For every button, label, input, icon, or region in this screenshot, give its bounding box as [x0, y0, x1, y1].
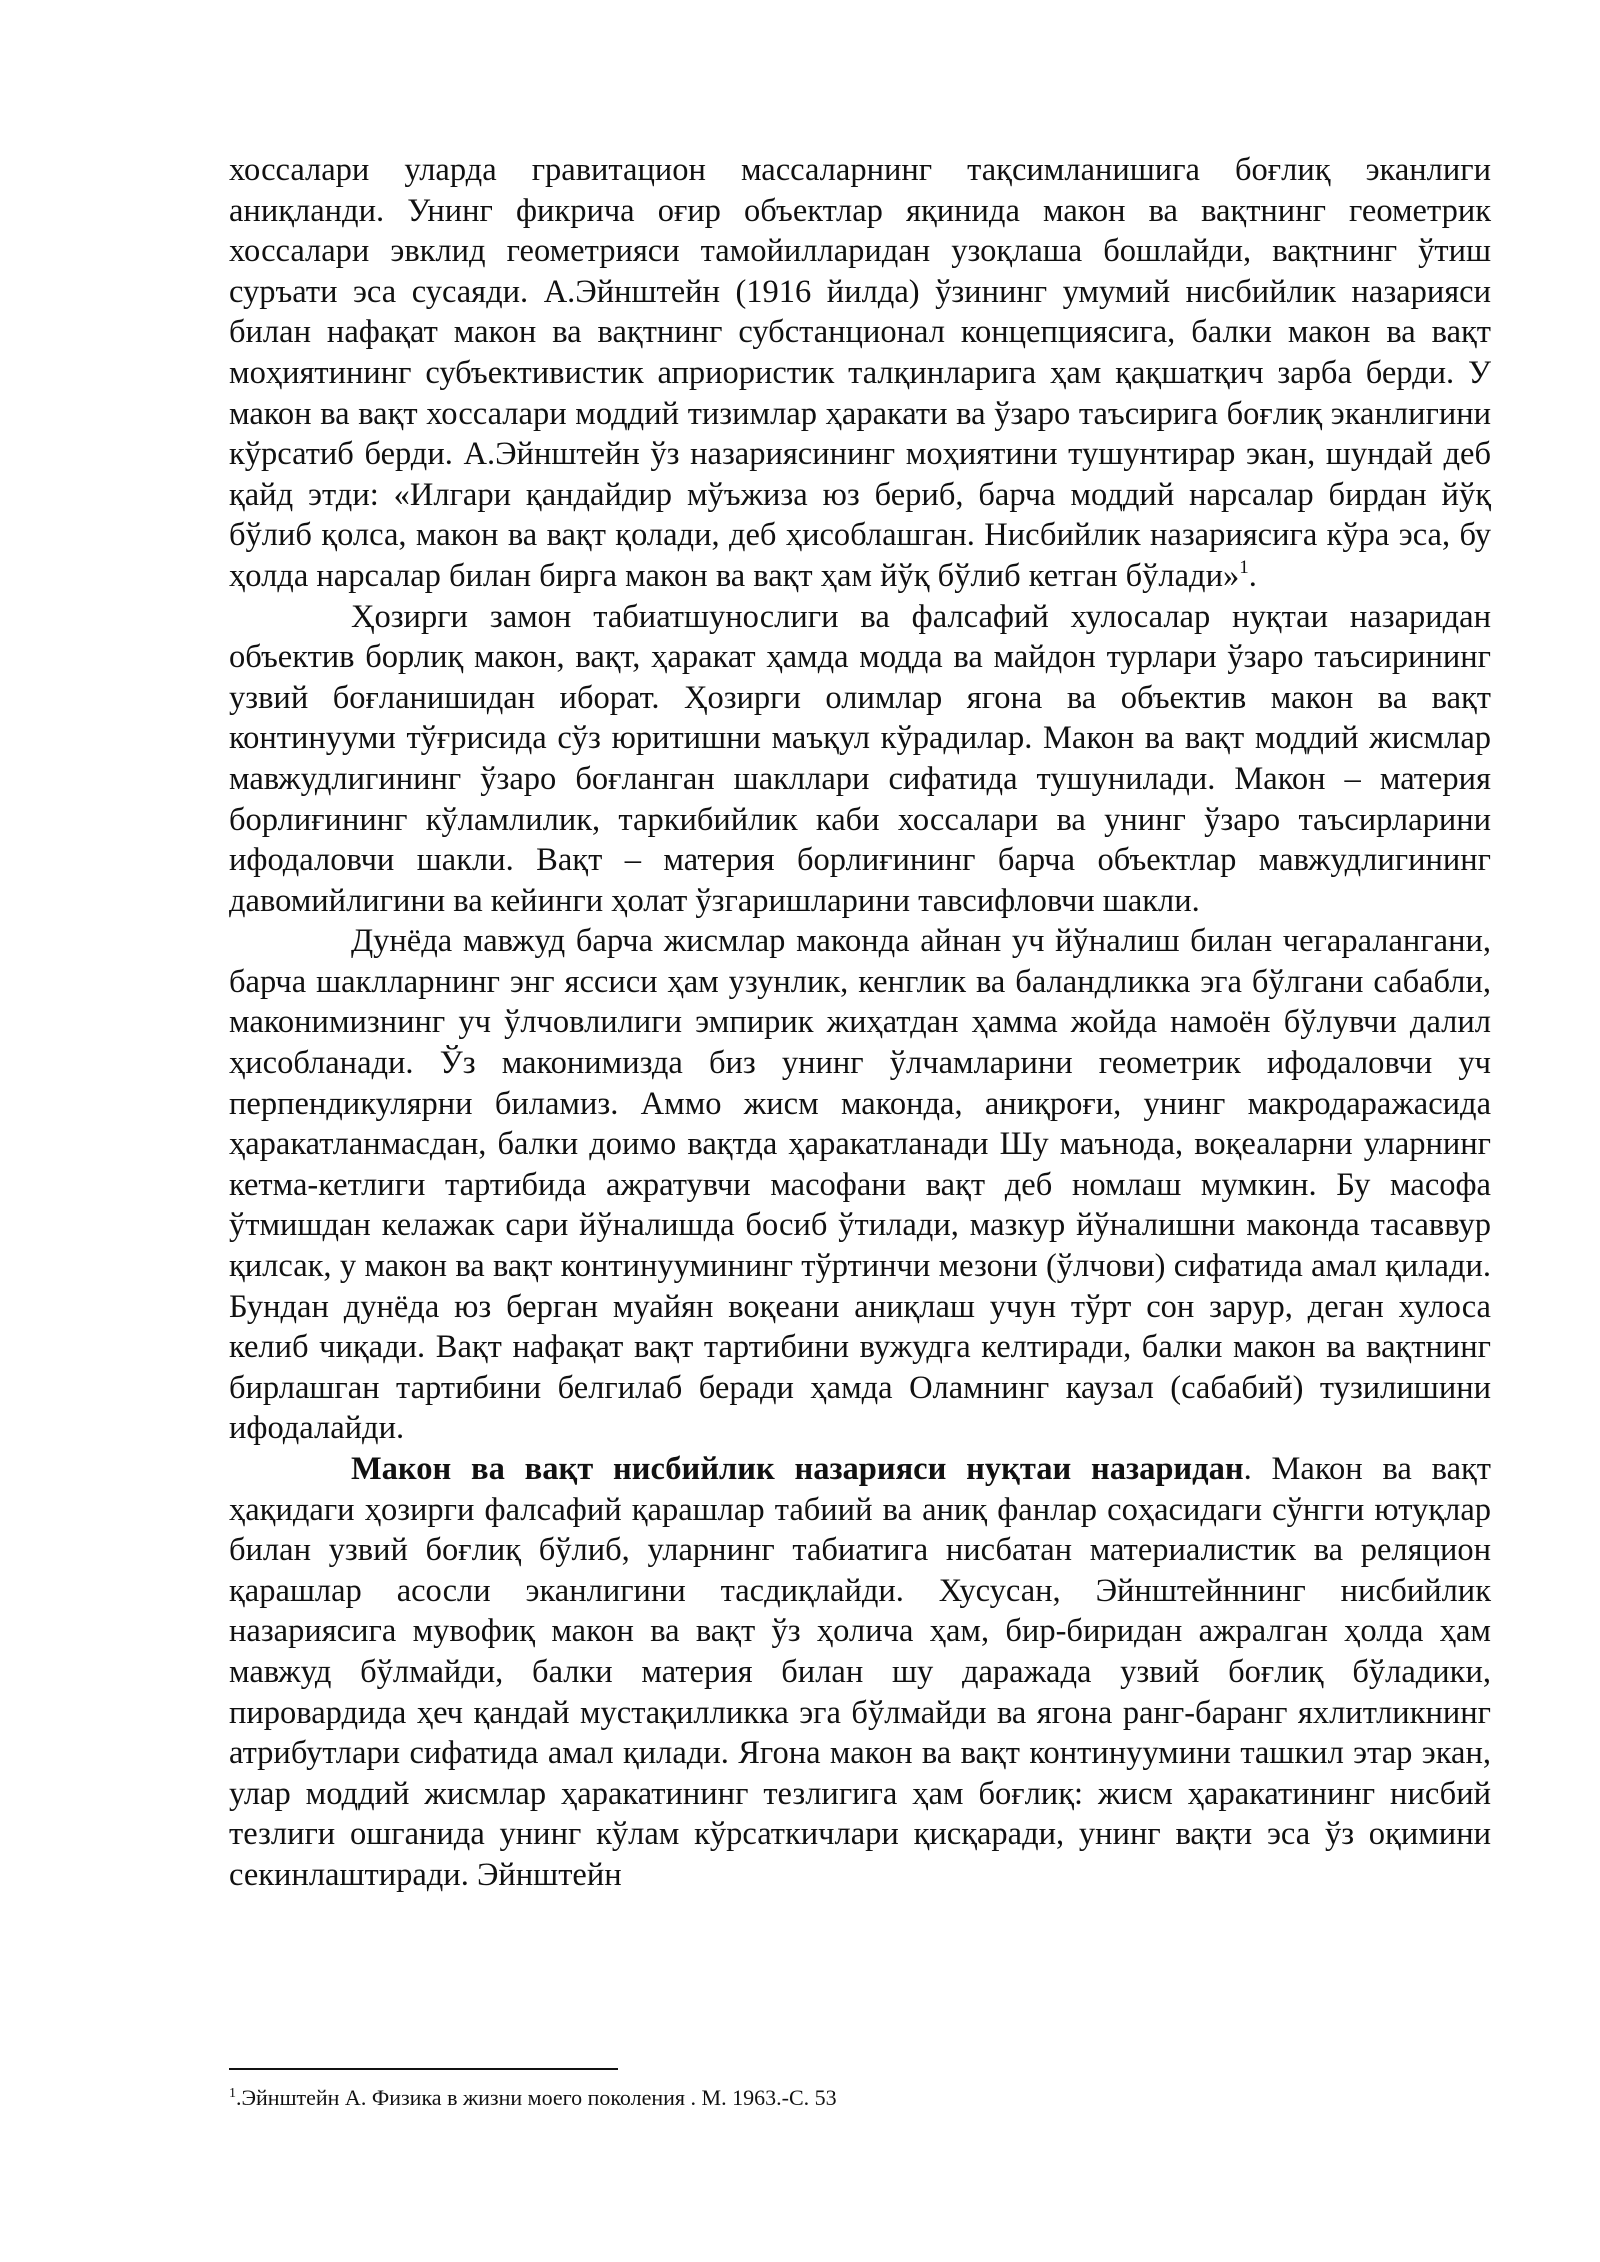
paragraph-1-tail: . — [1248, 557, 1257, 594]
paragraph-1 — [229, 150, 1491, 597]
footnote-text: .Эйнштейн А. Физика в жизни моего поколения . М. 1963.-С. 53 — [236, 2085, 837, 2110]
paragraph-4 — [229, 1449, 1491, 1896]
footnote-separator — [229, 2068, 618, 2070]
footnote-number: 1 — [229, 2086, 236, 2101]
footnote-reference[interactable]: 1 — [1239, 556, 1249, 578]
paragraph-4-text: . Макон ва вақт ҳақидаги ҳозирги фалсафий қарашлар табиий ва аниқ фанлар соҳасидаги сўнгги ютуқлар билан узвий боғлиқ бўлиб, уларнинг табиатига нисбатан материалистик ва реляцион қарашлар асосли эканлигини тасдиқлайди. Хусусан, Эйнштейннинг нисбийлик назариясига мувофиқ макон ва вақт ўз ҳолича ҳам, бир-биридан ажралган ҳолда ҳам мавжуд бўлмайди, балки материя билан шу даражада узвий боғлиқ бўладики, пировардида ҳеч қандай мустақилликка эга бўлмайди ва ягона ранг-баранг яхлитликнинг атрибутлари сифатида амал қилади. Ягона макон ва вақт континуумини ташкил этар экан, улар моддий жисмлар ҳаракатининг тезлигига ҳам боғлиқ: жисм ҳаракатининг нисбий тезлиги ошганида унинг кўлам кўрсаткичлари қисқаради, унинг вақти эса ўз оқимини секинлаштиради. Эйнштейн — [229, 1451, 1491, 1893]
paragraph-3: Дунёда мавжуд барча жисмлар маконда айнан уч йўналиш билан чегаралангани, барча шаклларнинг энг яссиси ҳам узунлик, кенглик ва баландликка эга бўлгани сабабли, маконимизнинг уч ўлчовлилиги эмпирик жиҳатдан ҳамма жойда намоён бўлувчи далил ҳисобланади. Ўз маконимизда биз унинг ўлчамларини геометрик ифодаловчи уч перпендикулярни биламиз. Аммо жисм маконда, аниқроғи, унинг макродаражасида ҳаракатланмасдан, балки доимо вақтда ҳаракатланади Шу маънода, воқеаларни уларнинг кетма-кетлиги тартибида ажратувчи масофани вақт деб номлаш мумкин. Бу масофа ўтмишдан келажак сари йўналишда босиб ўтилади, мазкур йўналишни маконда тасаввур қилсак, у макон ва вақт континуумининг тўртинчи мезони (ўлчови) сифатида амал қилади. Бундан дунёда юз берган муайян воқеани аниқлаш учун тўрт сон зарур, деган хулоса келиб чиқади. Вақт нафақат вақт тартибини вужудга келтиради, балки макон ва вақтнинг бирлашган тартибини белгилаб беради ҳамда Оламнинг каузал (сабабий) тузилишини ифодалайди. — [229, 923, 1491, 1447]
page-body — [229, 150, 1491, 1896]
section-heading: Макон ва вақт нисбийлик назарияси нуқтаи назаридан — [351, 1451, 1244, 1487]
paragraph-2: Ҳозирги замон табиатшунослиги ва фалсафий хулосалар нуқтаи назаридан объектив борлиқ макон, вақт, ҳаракат ҳамда модда ва майдон турлари ўзаро таъсирининг узвий боғланишидан иборат. Ҳозирги олимлар ягона ва объектив макон ва вақт континууми тўғрисида сўз юритишни маъқул кўрадилар. Макон ва вақт моддий жисмлар мавжудлигининг ўзаро боғланган шакллари сифатида тушунилади. Макон – материя борлиғининг кўламлилик, таркибийлик каби хоссалари ва унинг ўзаро таъсирларини ифодаловчи шакли. Вақт – материя борлиғининг барча объектлар мавжудлигининг давомийлигини ва кейинги ҳолат ўзгаришларини тавсифловчи шакли. — [229, 598, 1491, 919]
paragraph-1-text: хоссалари уларда гравитацион массаларнинг тақсимланишига боғлиқ эканлиги аниқланди. Унинг фикрича оғир объектлар яқинида макон ва вақтнинг геометрик хоссалари эвклид геометрияси тамойилларидан узоқлаша бошлайди, вақтнинг ўтиш суръати эса сусаяди. А.Эйнштейн (1916 йилда) ўзининг умумий нисбийлик назарияси билан нафақат макон ва вақтнинг субстанционал концепциясига, балки макон ва вақт моҳиятининг субъективистик априористик талқинларига ҳам қақшатқич зарба берди. У макон ва вақт хоссалари моддий тизимлар ҳаракати ва ўзаро таъсирига боғлиқ эканлигини кўрсатиб берди. А.Эйнштейн ўз назариясининг моҳиятини тушунтирар экан, шундай деб қайд этди: «Илгари қандайдир мўъжиза юз бериб, барча моддий нарсалар бирдан йўқ бўлиб қолса, макон ва вақт қолади, деб ҳисоблашган. Нисбийлик назариясига кўра эса, бу ҳолда нарсалар билан бирга макон ва вақт ҳам йўқ бўлиб кетган бўлади» — [229, 152, 1491, 594]
footnote — [229, 2084, 1491, 2112]
